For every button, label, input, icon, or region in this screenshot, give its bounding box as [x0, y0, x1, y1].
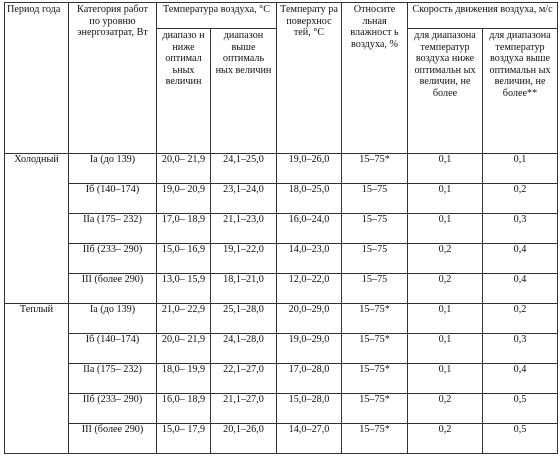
air-speed-above-cell: 0,5 — [483, 424, 558, 454]
humidity-cell: 15–75* — [342, 304, 408, 334]
surface-temp-cell: 20,0–29,0 — [277, 304, 342, 334]
air-temp-below-cell: 19,0– 20,9 — [157, 184, 211, 214]
air-speed-above-cell: 0,5 — [483, 394, 558, 424]
category-cell: Iа (до 139) — [69, 154, 157, 184]
air-temp-below-cell: 15,0– 17,9 — [157, 424, 211, 454]
table-row — [5, 364, 558, 394]
period-cell: Теплый — [5, 304, 69, 454]
humidity-cell: 15–75* — [342, 154, 408, 184]
air-temp-below-cell: 15,0– 16,9 — [157, 244, 211, 274]
table-row — [5, 394, 558, 424]
humidity-cell: 15–75* — [342, 394, 408, 424]
air-speed-above-cell: 0,4 — [483, 244, 558, 274]
air-speed-below-cell: 0,1 — [408, 364, 483, 394]
air-temp-below-cell: 17,0– 18,9 — [157, 214, 211, 244]
air-temp-above-cell: 23,1–24,0 — [211, 184, 277, 214]
air-temp-below-cell: 20,0– 21,9 — [157, 154, 211, 184]
humidity-cell: 15–75* — [342, 364, 408, 394]
header-period: Период года — [5, 3, 69, 154]
air-speed-below-cell: 0,1 — [408, 184, 483, 214]
air-speed-below-cell: 0,2 — [408, 424, 483, 454]
header-air-temp-below: диапазо н ниже оптимал ьных величин — [157, 29, 211, 154]
air-temp-above-cell: 21,1–23,0 — [211, 214, 277, 244]
surface-temp-cell: 15,0–28,0 — [277, 394, 342, 424]
category-cell: IIа (175– 232) — [69, 364, 157, 394]
air-temp-below-cell: 21,0– 22,9 — [157, 304, 211, 334]
table-row — [5, 154, 558, 184]
air-speed-below-cell: 0,2 — [408, 394, 483, 424]
surface-temp-cell: 18,0–25,0 — [277, 184, 342, 214]
header-air-speed: Скорость движения воздуха, м/с — [408, 3, 558, 29]
air-speed-below-cell: 0,2 — [408, 274, 483, 304]
humidity-cell: 15–75 — [342, 184, 408, 214]
air-temp-above-cell: 21,1–27,0 — [211, 394, 277, 424]
air-temp-above-cell: 18,1–21,0 — [211, 274, 277, 304]
surface-temp-cell: 14,0–27,0 — [277, 424, 342, 454]
air-speed-below-cell: 0,1 — [408, 334, 483, 364]
air-speed-above-cell: 0,1 — [483, 154, 558, 184]
category-cell: IIб (233– 290) — [69, 394, 157, 424]
table-row — [5, 274, 558, 304]
header-air-speed-above: для диапазона температур воздуха выше оптимальн ых величин, не более** — [483, 29, 558, 154]
air-temp-above-cell: 24,1–25,0 — [211, 154, 277, 184]
microclimate-norms-table — [4, 2, 558, 454]
humidity-cell: 15–75 — [342, 214, 408, 244]
header-air-speed-below: для диапазона температур воздуха ниже оптимальн ых величин, не более — [408, 29, 483, 154]
air-speed-below-cell: 0,2 — [408, 244, 483, 274]
header-surface-temp: Температу ра поверхнос тей, °С — [277, 3, 342, 154]
surface-temp-cell: 17,0–28,0 — [277, 364, 342, 394]
air-speed-above-cell: 0,3 — [483, 214, 558, 244]
table-body — [5, 154, 558, 454]
air-temp-below-cell: 13,0– 15,9 — [157, 274, 211, 304]
air-temp-above-cell: 25,1–28,0 — [211, 304, 277, 334]
header-category: Категория работ по уровню энергозатрат, Вт — [69, 3, 157, 154]
category-cell: Iа (до 139) — [69, 304, 157, 334]
humidity-cell: 15–75 — [342, 274, 408, 304]
table-row — [5, 424, 558, 454]
air-speed-below-cell: 0,1 — [408, 214, 483, 244]
air-speed-above-cell: 0,4 — [483, 274, 558, 304]
surface-temp-cell: 14,0–23,0 — [277, 244, 342, 274]
surface-temp-cell: 12,0–22,0 — [277, 274, 342, 304]
category-cell: Iб (140–174) — [69, 334, 157, 364]
category-cell: III (более 290) — [69, 274, 157, 304]
surface-temp-cell: 19,0–29,0 — [277, 334, 342, 364]
surface-temp-cell: 19,0–26,0 — [277, 154, 342, 184]
table-row — [5, 244, 558, 274]
category-cell: III (более 290) — [69, 424, 157, 454]
table-row — [5, 334, 558, 364]
table-row — [5, 214, 558, 244]
air-speed-above-cell: 0,2 — [483, 304, 558, 334]
table-row — [5, 184, 558, 214]
air-temp-above-cell: 19,1–22,0 — [211, 244, 277, 274]
air-speed-below-cell: 0,1 — [408, 304, 483, 334]
header-humidity: Относите льная влажност ь воздуха, % — [342, 3, 408, 154]
air-temp-above-cell: 20,1–26,0 — [211, 424, 277, 454]
air-speed-above-cell: 0,3 — [483, 334, 558, 364]
table-row — [5, 304, 558, 334]
humidity-cell: 15–75 — [342, 244, 408, 274]
air-temp-below-cell: 16,0– 18,9 — [157, 394, 211, 424]
air-speed-above-cell: 0,2 — [483, 184, 558, 214]
air-temp-below-cell: 20,0– 21,9 — [157, 334, 211, 364]
humidity-cell: 15–75* — [342, 424, 408, 454]
air-temp-above-cell: 24,1–28,0 — [211, 334, 277, 364]
header-air-temp: Температура воздуха, °С — [157, 3, 277, 29]
air-speed-below-cell: 0,1 — [408, 154, 483, 184]
header-air-temp-above: диапазон выше оптималь ных величин — [211, 29, 277, 154]
air-speed-above-cell: 0,4 — [483, 364, 558, 394]
category-cell: IIб (233– 290) — [69, 244, 157, 274]
humidity-cell: 15–75* — [342, 334, 408, 364]
air-temp-above-cell: 22,1–27,0 — [211, 364, 277, 394]
category-cell: Iб (140–174) — [69, 184, 157, 214]
category-cell: IIа (175– 232) — [69, 214, 157, 244]
air-temp-below-cell: 18,0– 19,9 — [157, 364, 211, 394]
period-cell: Холодный — [5, 154, 69, 304]
surface-temp-cell: 16,0–24,0 — [277, 214, 342, 244]
